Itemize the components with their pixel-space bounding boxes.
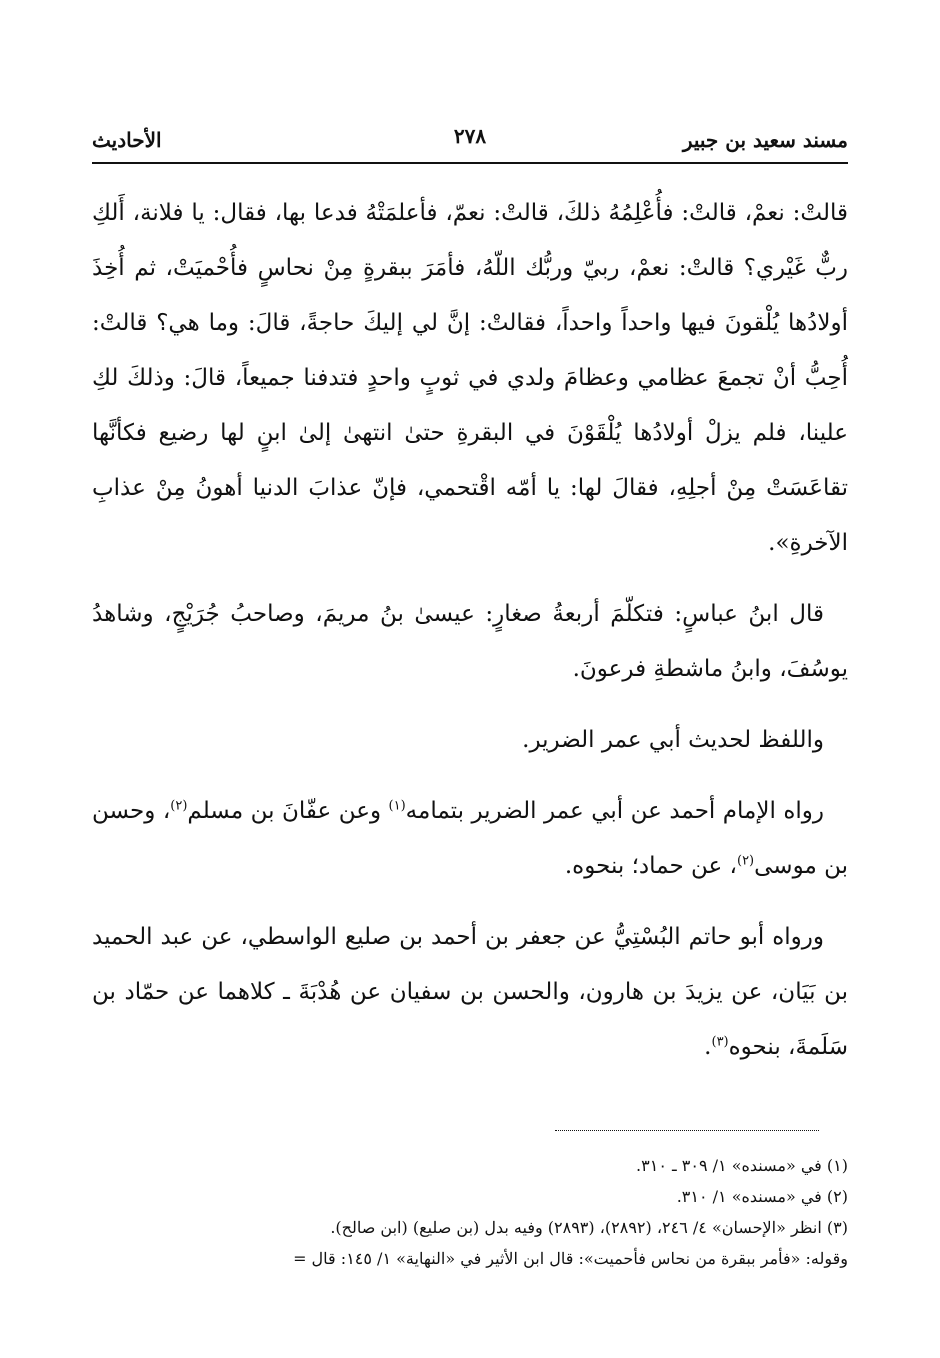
footnote-ref[interactable]: (١) (388, 798, 406, 814)
footnote: (٢) في «مسنده» ١/ ٣١٠. (676, 1187, 848, 1206)
running-header (92, 120, 848, 160)
paragraph-text: وعن عفّانَ بن مسلم (187, 798, 389, 824)
paragraph (92, 910, 848, 1075)
paragraph-text: ورواه أبو حاتم البُسْتِيُّ عن جعفر بن أحمد بن صليع الواسطي، عن عبد الحميد بن بَيَان، عن يزيدَ بن هارون، والحسن بن سفيان عن هُدْبَةَ ـ كلاهما عن حمّاد بن سَلَمةَ، بنحوه (92, 924, 848, 1060)
footnotes (92, 1150, 848, 1274)
footnote: وقوله: «فأمر ببقرة من نحاس فأحميت»: قال ابن الأثير في «النهاية» ١/ ١٤٥: قال = (293, 1249, 848, 1268)
header-rule (92, 162, 848, 164)
header-section-title: الأحاديث (92, 128, 162, 152)
paragraph-text: ، وحسن بن موسى (92, 798, 848, 879)
paragraph: قالتْ: نعمْ، قالتْ: فأُعْلِمُهُ ذلكَ، قالتْ: نعمّ، فأعلمَتْهُ فدعا بها، فقال: يا فلانة، أَلكِ ربٌّ غَيْري؟ قالتْ: نعمْ، ربيّ وربُّك اللّهُ، فأمَرَ ببقرةٍ مِنْ نحاسٍ فأُحْميَتْ، ثم أُخِذَ أولادُها يُلْقونَ فيها واحداً واحداً، فقالتْ: إنَّ لي إليكَ حاجةً، قالَ: وما هي؟ قالتْ: أُحِبُّ أنْ تجمعَ عظامي وعظامَ ولدي في ثوبٍ واحدٍ فتدفنا جميعاً، قالَ: وذلكَ لكِ علينا، فلم يزلْ أولادُها يُلْقَوْنَ في البقرةِ حتىٰ انتهىٰ إلىٰ ابنٍ لها رضيع فكأنَّها تقاعَسَتْ مِنْ أجلِهِ، فقالَ لها: يا أمّه اقْتحمي، فإنّ عذابَ الدنيا أهونُ مِنْ عذابِ الآخرةِ». (92, 200, 848, 556)
main-text (92, 186, 848, 1091)
footnote-ref[interactable]: (٣) (711, 1034, 729, 1050)
footnote: (١) في «مسنده» ١/ ٣٠٩ ـ ٣١٠. (636, 1156, 848, 1175)
paragraph: واللفظ لحديث أبي عمر الضرير. (522, 727, 824, 753)
footnote-separator (555, 1130, 819, 1131)
header-book-title: مسند سعيد بن جبير (682, 128, 848, 152)
footnote: (٣) انظر «الإحسان» ٤/ ٢٤٦، (٢٨٩٢)، (٢٨٩٣) وفيه بدل (بن صليع) (ابن صالح). (330, 1218, 848, 1237)
paragraph: قال ابنُ عباسٍ: فتكلّمَ أربعةُ صغارٍ: عيسىٰ بنُ مريمَ، وصاحبُ جُرَيْجٍ، وشاهدُ يوسُفَ، وابنُ ماشطةِ فرعونَ. (92, 601, 848, 682)
page-number: ٢٧٨ (453, 124, 487, 148)
footnote-ref[interactable]: (٢) (736, 853, 755, 869)
footnote-ref[interactable]: (٢) (170, 798, 188, 814)
paragraph-text: . (704, 1034, 712, 1060)
paragraph-text: ، عن حماد؛ بنحوه. (564, 853, 737, 879)
paragraph-text: رواه الإمام أحمد عن أبي عمر الضرير بتمامه (405, 798, 824, 824)
paragraph (92, 784, 848, 894)
